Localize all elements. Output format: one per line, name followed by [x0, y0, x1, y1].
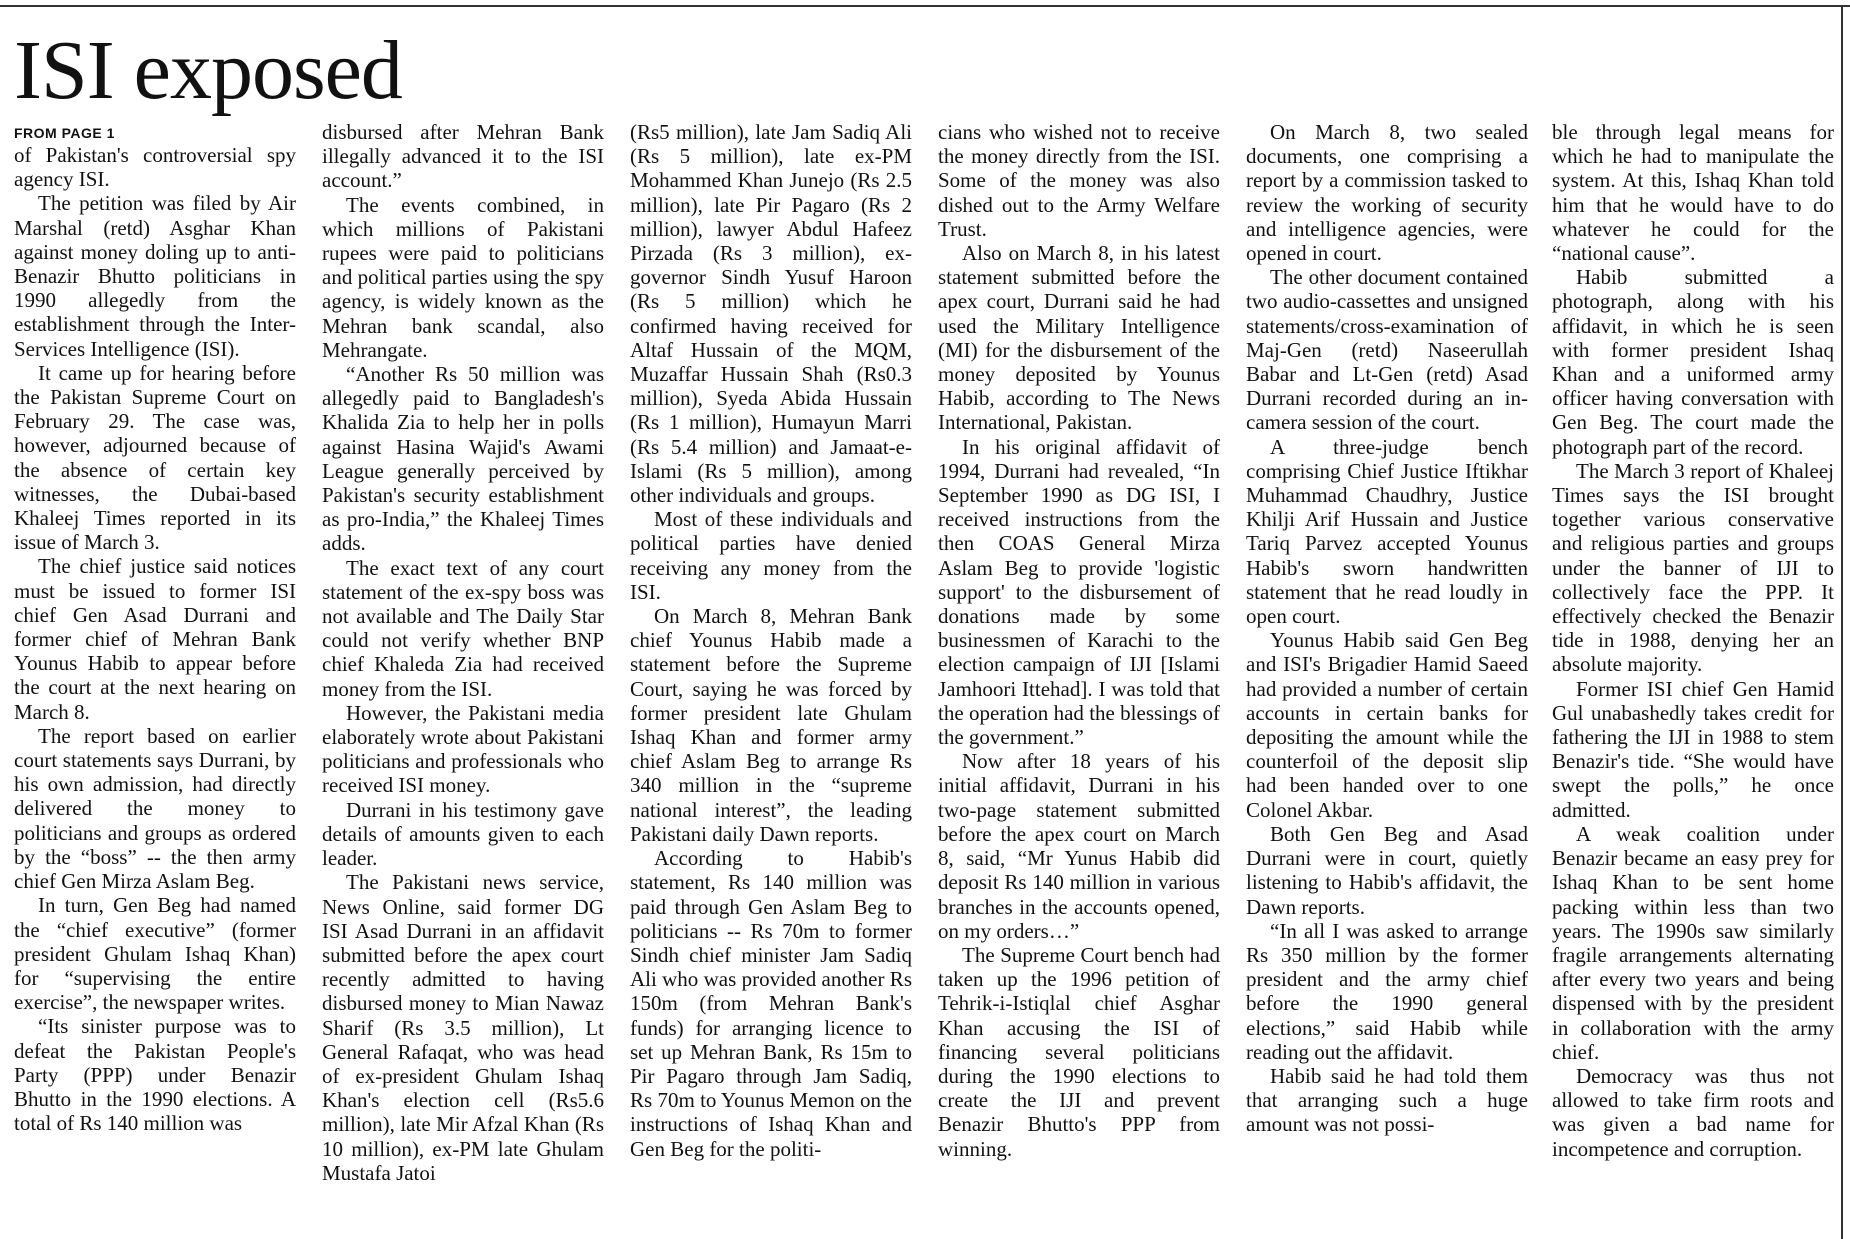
paragraph: The exact text of any court statement of the ex-spy boss was not available and The Daily Star could not verify whether BNP chief Khaleda Zia had received money from the ISI.	[322, 555, 604, 701]
headline: ISI exposed	[14, 24, 402, 117]
paragraph: Habib said he had told them that arranging such a huge amount was not possi-	[1246, 1063, 1528, 1137]
paragraph: The Supreme Court bench had taken up the 1996 petition of Tehrik-i-Istiqlal chief Asghar Khan accusing the ISI of financing several politicians during the 1990 elections to create the IJI and prevent Benazir Bhutto's PPP from winning.	[938, 942, 1220, 1161]
paragraph: In his original affidavit of 1994, Durrani had revealed, “In September 1990 as DG ISI, I received instructions from the then COAS General Mirza Aslam Beg to provide 'logistic support' to the disbursement of donations made by some businessmen of Karachi to the election campaign of IJI [Islami Jamhoori Ittehad]. I was told that the operation had the blessings of the government.”	[938, 434, 1220, 750]
paragraph: Most of these individuals and political parties have denied receiving any money from the ISI.	[630, 507, 912, 604]
right-rule	[1841, 5, 1843, 1239]
article-column-3	[630, 120, 912, 1239]
paragraph: The petition was filed by Air Marshal (retd) Asghar Khan against money doling up to anti-Benazir Bhutto politicians in 1990 allegedly from the establishment through the Inter-Services Intelligence (ISI).	[14, 191, 296, 361]
paragraph: It came up for hearing before the Pakistan Supreme Court on February 29. The case was, however, adjourned because of the absence of certain key witnesses, the Dubai-based Khaleej Times reported in its issue of March 3.	[14, 360, 296, 555]
paragraph: of Pakistan's controversial spy agency ISI.	[14, 143, 296, 192]
article-column-1	[14, 120, 296, 1239]
top-rule	[0, 5, 1850, 7]
article-column-6	[1552, 120, 1834, 1239]
paragraph: Habib submitted a photograph, along with his affidavit, in which he is seen with former president Ishaq Khan and a uniformed army officer having conversation with Gen Beg. The court made the photograph part of the record.	[1552, 265, 1834, 459]
paragraph: Also on March 8, in his latest statement submitted before the apex court, Durrani said he had used the Military Intelligence (MI) for the disbursement of the money deposited by Younus Habib, according to The News International, Pakistan.	[938, 241, 1220, 435]
paragraph: (Rs5 million), late Jam Sadiq Ali (Rs 5 million), late ex-PM Mohammed Khan Junejo (Rs 2.5 million), late Pir Pagaro (Rs 2 million), lawyer Abdul Hafeez Pirzada (Rs 3 million), ex-governor Sindh Yusuf Haroon (Rs 5 million) which he confirmed having received for Altaf Hussain of the MQM, Muzaffar Hussain Shah (Rs0.3 million), Syeda Abida Hussain (Rs 1 million), Humayun Marri (Rs 5.4 million) and Jamaat-e-Islami (Rs 5 million), among other individuals and groups.	[630, 120, 912, 508]
paragraph: The March 3 report of Khaleej Times says the ISI brought together various conservative and religious parties and groups under the banner of IJI to collectively face the PPP. It effectively checked the Benazir tide in 1988, denying her an absolute majority.	[1552, 458, 1834, 677]
paragraph: A three-judge bench comprising Chief Justice Iftikhar Muhammad Chaudhry, Justice Khilji Arif Hussain and Justice Tariq Parvez accepted Younus Habib's sworn handwritten statement that he read loudly in open court.	[1246, 434, 1528, 629]
paragraph: ble through legal means for which he had to manipulate the system. At this, Ishaq Khan told him that he would have to do whatever he could for the “national cause”.	[1552, 120, 1834, 266]
paragraph: The events combined, in which millions of Pakistani rupees were paid to politicians and political parties using the spy agency, is widely known as the Mehran bank scandal, also Mehrangate.	[322, 192, 604, 362]
kicker: FROM PAGE 1	[14, 125, 115, 141]
paragraph: The report based on earlier court statements says Durrani, by his own admission, had directly delivered the money to politicians and groups as ordered by the “boss” -- the then army chief Gen Mirza Aslam Beg.	[14, 723, 296, 894]
paragraph: The chief justice said notices must be issued to former ISI chief Gen Asad Durrani and former chief of Mehran Bank Younus Habib to appear before the court at the next hearing on March 8.	[14, 554, 296, 724]
paragraph: “In all I was asked to arrange Rs 350 million by the former president and the army chief before the 1990 general elections,” said Habib while reading out the affidavit.	[1246, 918, 1528, 1064]
article-column-5	[1246, 120, 1528, 1239]
paragraph: In turn, Gen Beg had named the “chief executive” (former president Ghulam Ishaq Khan) for “supervising the entire exercise”, the newspaper writes.	[14, 893, 296, 1015]
paragraph: A weak coalition under Benazir became an easy prey for Ishaq Khan to be sent home packing within less than two years. The 1990s saw similarly fragile arrangements alternating after every two years and being dispensed with by the president in collaboration with the army chief.	[1552, 821, 1834, 1064]
paragraph: According to Habib's statement, Rs 140 million was paid through Gen Aslam Beg to politicians -- Rs 70m to former Sindh chief minister Jam Sadiq Ali who was provided another Rs 150m (from Mehran Bank's funds) for arranging licence to set up Mehran Bank, Rs 15m to Pir Pagaro through Jam Sadiq, Rs 70m to Younus Memon on the instructions of Ishaq Khan and Gen Beg for the politi-	[630, 846, 912, 1161]
paragraph: Both Gen Beg and Asad Durrani were in court, quietly listening to Habib's affidavit, the Dawn reports.	[1246, 821, 1528, 919]
paragraph: Now after 18 years of his initial affidavit, Durrani in his two-page statement submitted before the apex court on March 8, said, “Mr Yunus Habib did deposit Rs 140 million in various branches in the accounts opened, on my orders…”	[938, 749, 1220, 943]
paragraph: “Another Rs 50 million was allegedly paid to Bangladesh's Khalida Zia to help her in polls against Hasina Wajid's Awami League generally perceived by Pakistan's security establishment as pro-India,” the Khaleej Times adds.	[322, 362, 604, 556]
paragraph: “Its sinister purpose was to defeat the Pakistan People's Party (PPP) under Benazir Bhutto in the 1990 elections. A total of Rs 140 million was	[14, 1014, 296, 1136]
article-column-2	[322, 120, 604, 1239]
paragraph: Former ISI chief Gen Hamid Gul unabashedly takes credit for fathering the IJI in 1988 to stem Benazir's tide. “She would have swept the polls,” he once admitted.	[1552, 676, 1834, 822]
paragraph: On March 8, Mehran Bank chief Younus Habib made a statement before the Supreme Court, saying he was forced by former president late Ghulam Ishaq Khan and former army chief Aslam Beg to arrange Rs 340 million in the “supreme national interest”, the leading Pakistani daily Dawn reports.	[630, 604, 912, 846]
paragraph: The Pakistani news service, News Online, said former DG ISI Asad Durrani in an affidavit submitted before the apex court recently admitted to having disbursed money to Mian Nawaz Sharif (Rs 3.5 million), Lt General Rafaqat, who was head of ex-president Ghulam Ishaq Khan's election cell (Rs5.6 million), late Mir Afzal Khan (Rs 10 million), ex-PM late Ghulam Mustafa Jatoi	[322, 870, 604, 1185]
paragraph: However, the Pakistani media elaborately wrote about Pakistani politicians and professionals who received ISI money.	[322, 700, 604, 798]
paragraph: cians who wished not to receive the money directly from the ISI. Some of the money was also dished out to the Army Welfare Trust.	[938, 120, 1220, 241]
paragraph: Younus Habib said Gen Beg and ISI's Brigadier Hamid Saeed had provided a number of certain accounts in certain banks for depositing the amount while the counterfoil of the deposit slip had been handed over to one Colonel Akbar.	[1246, 628, 1528, 822]
paragraph: Durrani in his testimony gave details of amounts given to each leader.	[322, 797, 604, 871]
article-column-4	[938, 120, 1220, 1239]
paragraph: The other document contained two audio-cassettes and unsigned statements/cross-examination of Maj-Gen (retd) Naseerullah Babar and Lt-Gen (retd) Asad Durrani recorded during an in-camera session of the court.	[1246, 265, 1528, 435]
paragraph: Democracy was thus not allowed to take firm roots and was given a bad name for incompetence and corruption.	[1552, 1063, 1834, 1161]
paragraph: On March 8, two sealed documents, one comprising a report by a commission tasked to review the working of security and intelligence agencies, were opened in court.	[1246, 120, 1528, 266]
paragraph: disbursed after Mehran Bank illegally advanced it to the ISI account.”	[322, 120, 604, 193]
